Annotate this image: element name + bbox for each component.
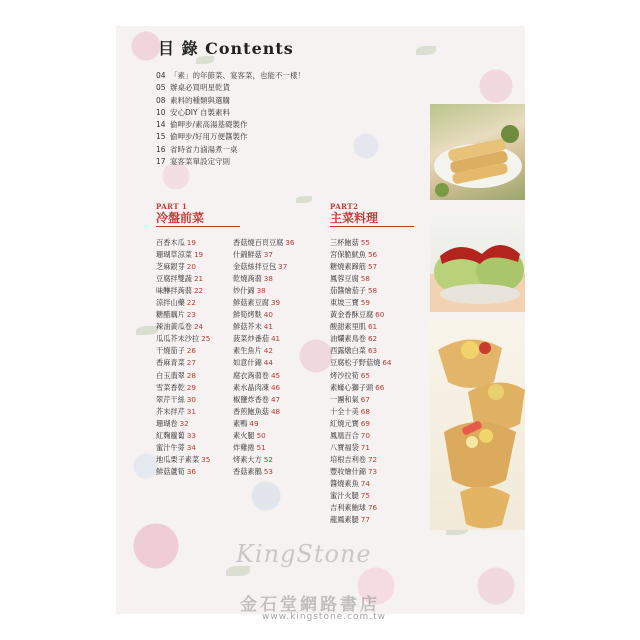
recipe-page-number: 58 <box>360 274 370 284</box>
contents-page-number: 05 <box>156 83 166 93</box>
recipe-item <box>330 249 391 261</box>
recipe-page-number: 26 <box>186 346 196 356</box>
recipe-page-number: 29 <box>186 382 196 392</box>
recipe-item <box>156 466 210 478</box>
recipe-page-number: 77 <box>360 515 370 525</box>
part1-name: 冷盤前菜 <box>156 211 205 225</box>
food-photo-tart-cups <box>430 320 525 530</box>
recipe-page-number: 59 <box>360 298 370 308</box>
recipe-item <box>233 442 294 454</box>
contents-text: 省時省力滷湯煮一桌 <box>170 144 238 154</box>
recipe-page-number: 46 <box>270 382 281 392</box>
recipe-name: 蜜汁牛蒡 <box>156 442 185 452</box>
recipe-item <box>233 297 294 309</box>
contents-text: 「素」的年節菜、宴客菜，也能不一樣！ <box>170 71 305 80</box>
recipe-page-number: 73 <box>367 466 378 476</box>
recipe-name: 酸甜素里肌 <box>330 322 366 332</box>
part1-label: PART 1 <box>156 202 188 211</box>
recipe-item <box>330 382 391 394</box>
recipe-name: 素水晶肉凍 <box>233 382 269 392</box>
contents-text: 辦桌必買明星乾貨 <box>170 83 230 93</box>
recipe-page-number: 56 <box>367 250 378 260</box>
recipe-item <box>330 406 391 418</box>
contents-page-number: 08 <box>156 95 166 105</box>
contents-page-number: 15 <box>156 132 166 142</box>
recipe-item <box>156 297 210 309</box>
recipe-name: 椒鹽炸香卷 <box>233 394 269 404</box>
recipe-list-col3 <box>330 237 391 526</box>
recipe-name: 醬燒素魚 <box>330 478 359 488</box>
contents-text: 偷呷步/好用万便醬製作 <box>170 132 248 142</box>
recipe-name: 鮮菇芥末 <box>233 322 262 332</box>
recipe-page-number: 45 <box>270 370 281 380</box>
recipe-name: 翠芹干絲 <box>156 394 185 404</box>
leaf-decoration <box>296 196 312 203</box>
recipe-page-number: 27 <box>186 358 196 368</box>
recipe-item <box>330 297 391 309</box>
part1-heading <box>156 202 240 227</box>
recipe-name: 菠菜炒番茄 <box>233 334 269 344</box>
recipe-page-number: 30 <box>186 394 196 404</box>
recipe-name: 黃金香酥豆腐 <box>330 310 374 320</box>
page-title: 目 錄 Contents <box>158 39 294 58</box>
recipe-page-number: 48 <box>270 406 281 416</box>
recipe-list-col2 <box>233 237 294 478</box>
recipe-item <box>330 261 391 273</box>
recipe-page-number: 74 <box>360 478 370 488</box>
recipe-item <box>156 418 210 430</box>
contents-text: 安心DIY 自製素料 <box>170 107 230 117</box>
recipe-page-number: 71 <box>360 442 370 452</box>
recipe-name: 糖醋藕片 <box>156 310 185 320</box>
watermark-chinese: 金石堂網路書店 <box>240 595 380 615</box>
contents-item <box>156 144 305 156</box>
recipe-item <box>233 285 294 297</box>
recipe-item <box>156 309 210 321</box>
recipe-item <box>233 309 294 321</box>
recipe-item <box>330 442 391 454</box>
recipe-page-number: 66 <box>375 382 385 392</box>
recipe-name: 香菇素鵝 <box>233 466 262 476</box>
recipe-page-number: 68 <box>360 406 370 416</box>
recipe-item <box>156 357 210 369</box>
recipe-item <box>233 418 294 430</box>
recipe-name: 什錦鮮菇 <box>233 250 262 260</box>
recipe-page-number: 75 <box>360 490 370 500</box>
recipe-item <box>330 454 391 466</box>
recipe-item <box>330 490 391 502</box>
contents-item <box>156 95 305 107</box>
recipe-page-number: 63 <box>367 346 378 356</box>
food-photo-rolls <box>430 104 525 200</box>
recipe-page-number: 42 <box>263 346 273 356</box>
recipe-item <box>233 345 294 357</box>
recipe-name: 地瓜栗子素菜 <box>156 454 200 464</box>
recipe-name: 糖燒素蹄筋 <box>330 262 366 272</box>
contents-item <box>156 107 305 119</box>
recipe-page-number: 22 <box>193 286 204 296</box>
recipe-item <box>156 442 210 454</box>
recipe-item <box>330 418 391 430</box>
recipe-name: 鮮菇素豆腐 <box>233 298 269 308</box>
recipe-name: 腐衣蒟蒻卷 <box>233 370 269 380</box>
recipe-item <box>156 454 210 466</box>
recipe-page-number: 58 <box>367 286 378 296</box>
recipe-name: 涼拌山藥 <box>156 298 185 308</box>
recipe-page-number: 41 <box>263 322 273 332</box>
recipe-page-number: 64 <box>382 358 392 368</box>
recipe-name: 十全十美 <box>330 406 359 416</box>
recipe-page-number: 67 <box>360 394 370 404</box>
contents-page-number: 16 <box>156 144 166 154</box>
recipe-name: 鳳凰百合 <box>330 430 359 440</box>
recipe-page-number: 61 <box>367 322 378 332</box>
recipe-name: 香麻青菜 <box>156 358 185 368</box>
recipe-name: 味醂拌蒟蒻 <box>156 286 192 296</box>
recipe-page-number: 38 <box>256 286 266 296</box>
recipe-list-col1 <box>156 237 210 478</box>
recipe-page-number: 36 <box>186 466 196 476</box>
recipe-name: 豆腐松子野菇燒 <box>330 358 381 368</box>
recipe-item <box>233 321 294 333</box>
recipe-page-number: 72 <box>367 454 378 464</box>
recipe-item <box>233 273 294 285</box>
recipe-page-number: 57 <box>367 262 378 272</box>
leaf-decoration <box>416 46 436 55</box>
recipe-item <box>330 394 391 406</box>
recipe-item <box>330 285 391 297</box>
recipe-name: 香菇燒百頁豆腐 <box>233 238 284 247</box>
recipe-page-number: 34 <box>186 442 196 452</box>
recipe-page-number: 35 <box>201 454 211 464</box>
recipe-page-number: 70 <box>360 430 370 440</box>
recipe-name: 白玉翡翠 <box>156 370 185 380</box>
contents-text: 偷呷步/素高湯基礎製作 <box>170 120 248 130</box>
recipe-page-number: 23 <box>186 310 196 320</box>
recipe-page-number: 53 <box>263 466 273 476</box>
recipe-name: 烤素大方 <box>233 454 262 464</box>
leaf-decoration <box>136 326 158 335</box>
food-photo-cabbage-rolls <box>430 214 525 312</box>
recipe-item <box>330 237 391 249</box>
contents-page-number: 14 <box>156 120 166 130</box>
recipe-item <box>156 237 210 249</box>
recipe-page-number: 31 <box>186 406 196 416</box>
recipe-name: 八寶福袋 <box>330 442 359 452</box>
recipe-page-number: 55 <box>360 238 370 247</box>
recipe-item <box>233 406 294 418</box>
recipe-item <box>330 514 391 526</box>
recipe-item <box>156 406 210 418</box>
contents-text: 素料的種類與選購 <box>170 95 230 105</box>
recipe-name: 培根吉利卷 <box>330 454 366 464</box>
recipe-page-number: 47 <box>270 394 281 404</box>
recipe-name: 瓜瓜芥末沙拉 <box>156 334 200 344</box>
recipe-item <box>233 261 294 273</box>
recipe-page-number: 20 <box>186 262 196 272</box>
recipe-name: 炸雞捲 <box>233 442 255 452</box>
recipe-page-number: 49 <box>249 418 259 428</box>
recipe-page-number: 36 <box>285 238 295 247</box>
recipe-page-number: 39 <box>270 298 281 308</box>
recipe-item <box>330 478 391 490</box>
recipe-name: 芝麻銀芽 <box>156 262 185 272</box>
recipe-item <box>156 261 210 273</box>
recipe-name: 一團和氣 <box>330 394 359 404</box>
recipe-item <box>156 273 210 285</box>
recipe-name: 鮮筍烤麩 <box>233 310 262 320</box>
contents-item <box>156 131 305 143</box>
recipe-page-number: 60 <box>375 310 385 320</box>
recipe-name: 紅麴蘿蔔 <box>156 430 185 440</box>
contents-item <box>156 156 305 168</box>
recipe-name: 炒什錦 <box>233 286 255 296</box>
recipe-item <box>233 466 294 478</box>
recipe-name: 百香木瓜 <box>156 238 185 247</box>
recipe-name: 珊瑚卷 <box>156 418 178 428</box>
recipe-name: 油爛素鳥卷 <box>330 334 366 344</box>
recipe-page-number: 25 <box>201 334 211 344</box>
recipe-page-number: 40 <box>263 310 273 320</box>
recipe-page-number: 28 <box>186 370 196 380</box>
recipe-item <box>330 357 391 369</box>
watermark-brand: KingStone <box>236 540 372 568</box>
recipe-item <box>156 321 210 333</box>
recipe-item <box>233 394 294 406</box>
recipe-name: 雪菜香乾 <box>156 382 185 392</box>
recipe-item <box>233 382 294 394</box>
part2-rule <box>330 226 414 227</box>
recipe-page-number: 21 <box>193 274 204 284</box>
recipe-name: 如意什錦 <box>233 358 262 368</box>
recipe-page-number: 69 <box>360 418 370 428</box>
recipe-page-number: 19 <box>193 250 204 260</box>
recipe-name: 紅燒元寶 <box>330 418 359 428</box>
recipe-item <box>330 345 391 357</box>
recipe-item <box>156 382 210 394</box>
contents-item <box>156 82 305 94</box>
part2-label: PART2 <box>330 202 359 211</box>
recipe-item <box>156 249 210 261</box>
recipe-item <box>233 454 294 466</box>
recipe-page-number: 52 <box>263 454 273 464</box>
recipe-name: 素蠔心獅子頭 <box>330 382 374 392</box>
recipe-item <box>156 430 210 442</box>
recipe-page-number: 62 <box>367 334 378 344</box>
recipe-item <box>233 249 294 261</box>
recipe-name: 龍鳳素腿 <box>330 515 359 525</box>
recipe-name: 金菇絲拌豆包 <box>233 262 277 272</box>
recipe-item <box>156 394 210 406</box>
recipe-name: 三杯鮑菇 <box>330 238 359 247</box>
recipe-page-number: 24 <box>193 322 204 332</box>
recipe-item <box>330 502 391 514</box>
recipe-page-number: 50 <box>256 430 266 440</box>
recipe-item <box>156 345 210 357</box>
recipe-item <box>330 321 391 333</box>
recipe-name: 蜜汁火腿 <box>330 490 359 500</box>
contents-list <box>156 70 305 168</box>
recipe-name: 鮮菇蘆筍 <box>156 466 185 476</box>
recipe-name: 干燒茄子 <box>156 346 185 356</box>
recipe-item <box>330 333 391 345</box>
recipe-item <box>330 309 391 321</box>
recipe-item <box>233 370 294 382</box>
contents-item <box>156 119 305 131</box>
recipe-item <box>233 237 294 249</box>
part2-name: 主菜料理 <box>330 211 379 225</box>
recipe-name: 珊瑚草涼菜 <box>156 250 192 260</box>
recipe-page-number: 37 <box>278 262 288 272</box>
recipe-name: 烤沙拉筍 <box>330 370 359 380</box>
contents-page-number: 10 <box>156 107 166 117</box>
recipe-page-number: 37 <box>263 250 273 260</box>
recipe-name: 西露燉白菜 <box>330 346 366 356</box>
recipe-page-number: 32 <box>179 418 189 428</box>
recipe-item <box>233 430 294 442</box>
recipe-item <box>156 333 210 345</box>
recipe-name: 香煎鮑魚菇 <box>233 406 269 416</box>
contents-text: 宴客菜單設定守則 <box>170 157 230 167</box>
recipe-name: 辣油黃瓜卷 <box>156 322 192 332</box>
recipe-page-number: 65 <box>360 370 370 380</box>
recipe-item <box>330 370 391 382</box>
contents-item <box>156 70 305 82</box>
recipe-name: 鳳蓉豆腐 <box>330 274 359 284</box>
recipe-item <box>330 273 391 285</box>
recipe-page-number: 33 <box>186 430 196 440</box>
recipe-name: 素生魚片 <box>233 346 262 356</box>
recipe-item <box>156 285 210 297</box>
recipe-page-number: 51 <box>256 442 266 452</box>
recipe-item <box>233 333 294 345</box>
recipe-name: 素火腿 <box>233 430 255 440</box>
recipe-item <box>330 466 391 478</box>
contents-page-number: 04 <box>156 71 166 80</box>
recipe-name: 東坡三寶 <box>330 298 359 308</box>
recipe-name: 茄醬燴茄子 <box>330 286 366 296</box>
recipe-page-number: 22 <box>186 298 196 308</box>
recipe-name: 宮保脆魷魚 <box>330 250 366 260</box>
watermark-url: www.kingstone.com.tw <box>262 612 387 622</box>
recipe-name: 豆腐拌雙蔬 <box>156 274 192 284</box>
part2-heading <box>330 202 414 227</box>
contents-page-number: 17 <box>156 157 166 167</box>
recipe-page-number: 19 <box>186 238 196 247</box>
recipe-name: 芥末拌芹 <box>156 406 185 416</box>
recipe-item <box>156 370 210 382</box>
recipe-name: 素鴨 <box>233 418 248 428</box>
recipe-page-number: 44 <box>263 358 273 368</box>
recipe-name: 乾燒蒟蒻 <box>233 274 262 284</box>
recipe-page-number: 38 <box>263 274 273 284</box>
part1-rule <box>156 226 240 227</box>
recipe-item <box>330 430 391 442</box>
recipe-page-number: 41 <box>270 334 281 344</box>
recipe-item <box>233 357 294 369</box>
recipe-name: 吉利素鮑球 <box>330 503 366 513</box>
recipe-page-number: 76 <box>367 503 378 513</box>
recipe-name: 豐收燴什錦 <box>330 466 366 476</box>
